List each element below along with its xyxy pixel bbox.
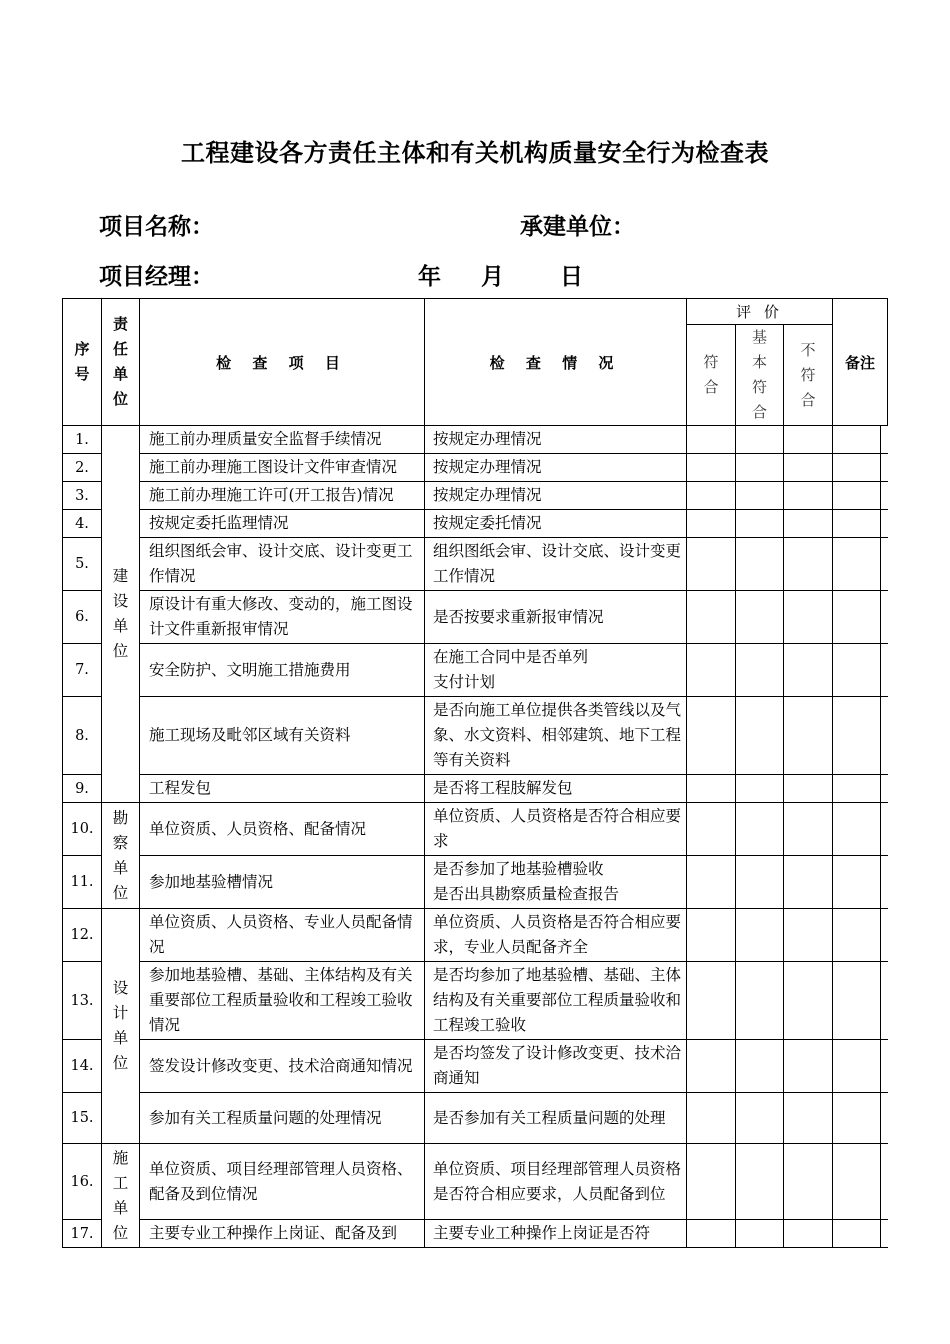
eval-nonconform-cell[interactable] [784,697,833,775]
unit-survey: 勘察单位 [102,803,140,909]
eval-nonconform-cell[interactable] [784,426,833,454]
notes-cell[interactable] [833,454,881,482]
notes-cell[interactable] [833,909,881,962]
eval-nonconform-cell[interactable] [784,510,833,538]
row-number: 3. [63,482,102,510]
eval-nonconform-cell[interactable] [784,1144,833,1220]
header-item: 检 查 项 目 [140,299,425,426]
table-row [63,1093,888,1144]
table-row [63,962,888,1040]
eval-conform-cell[interactable] [687,426,736,454]
table-row [63,644,888,697]
check-situation: 是否均签发了设计修改变更、技术洽商通知 [425,1040,687,1093]
check-situation [425,644,687,697]
notes-cell[interactable] [833,426,881,454]
row-number: 11. [63,856,102,909]
eval-nonconform-cell[interactable] [784,803,833,856]
eval-conform-cell[interactable] [687,909,736,962]
check-situation: 单位资质、人员资格是否符合相应要求，专业人员配备齐全 [425,909,687,962]
table-row [63,775,888,803]
eval-nonconform-cell[interactable] [784,909,833,962]
notes-cell[interactable] [833,856,881,909]
header-basic-conform: 基本符合 [736,325,784,426]
eval-basic-cell[interactable] [736,856,784,909]
check-situation: 是否按要求重新报审情况 [425,591,687,644]
notes-cell[interactable] [833,1220,881,1248]
table-row [63,697,888,775]
check-situation: 是否参加有关工程质量问题的处理 [425,1093,687,1144]
check-situation: 按规定办理情况 [425,482,687,510]
row-number: 4. [63,510,102,538]
eval-nonconform-cell[interactable] [784,1093,833,1144]
situation-line: 支付计划 [433,673,496,691]
eval-conform-cell[interactable] [687,1144,736,1220]
eval-basic-cell[interactable] [736,454,784,482]
eval-conform-cell[interactable] [687,644,736,697]
check-item: 组织图纸会审、设计交底、设计变更工作情况 [140,538,425,591]
situation-line: 在施工合同中是否单列 [433,648,589,666]
row-number: 17. [63,1220,102,1248]
project-name-label: 项目名称： [99,214,214,240]
situation-line: 是否参加了地基验槽验收 [433,860,604,878]
eval-conform-cell[interactable] [687,591,736,644]
row-number: 15. [63,1093,102,1144]
year-label: 年 [418,264,441,290]
eval-basic-cell[interactable] [736,591,784,644]
eval-basic-cell[interactable] [736,426,784,454]
header-conform: 符合 [687,325,736,426]
check-item: 参加地基验槽情况 [140,856,425,909]
eval-conform-cell[interactable] [687,803,736,856]
eval-nonconform-cell[interactable] [784,962,833,1040]
row-number: 9. [63,775,102,803]
eval-basic-cell[interactable] [736,1093,784,1144]
inspection-table [62,298,888,1248]
eval-nonconform-cell[interactable] [784,591,833,644]
check-item: 施工前办理施工图设计文件审查情况 [140,454,425,482]
eval-conform-cell[interactable] [687,962,736,1040]
check-situation: 单位资质、项目经理部管理人员资格是否符合相应要求，人员配备到位 [425,1144,687,1220]
row-number: 16. [63,1144,102,1220]
check-item: 单位资质、人员资格、配备情况 [140,803,425,856]
day-label: 日 [560,264,583,290]
eval-conform-cell[interactable] [687,538,736,591]
eval-conform-cell[interactable] [687,775,736,803]
row-number: 6. [63,591,102,644]
notes-cell[interactable] [833,538,881,591]
table-row [63,1144,888,1220]
header-situation: 检 查 情 况 [425,299,687,426]
row-number: 7. [63,644,102,697]
check-situation: 是否均参加了地基验槽、基础、主体结构及有关重要部位工程质量验收和工程竣工验收 [425,962,687,1040]
notes-cell[interactable] [833,803,881,856]
unit-design: 设计单位 [102,909,140,1144]
header-nonconform: 不符合 [784,325,833,426]
eval-conform-cell[interactable] [687,856,736,909]
check-item: 单位资质、人员资格、专业人员配备情况 [140,909,425,962]
eval-basic-cell[interactable] [736,775,784,803]
notes-cell[interactable] [833,1040,881,1093]
check-item: 按规定委托监理情况 [140,510,425,538]
row-number: 13. [63,962,102,1040]
check-item: 施工前办理质量安全监督手续情况 [140,426,425,454]
table-row [63,1040,888,1093]
table-row [63,856,888,909]
eval-basic-cell[interactable] [736,1040,784,1093]
notes-cell[interactable] [833,510,881,538]
check-item: 施工前办理施工许可(开工报告)情况 [140,482,425,510]
check-item: 单位资质、项目经理部管理人员资格、配备及到位情况 [140,1144,425,1220]
table-row [63,1220,888,1248]
contractor-label: 承建单位： [520,214,635,240]
project-manager-label: 项目经理： [99,264,214,290]
eval-basic-cell[interactable] [736,909,784,962]
notes-cell[interactable] [833,1144,881,1220]
check-item: 主要专业工种操作上岗证、配备及到 [140,1220,425,1248]
table-row [63,482,888,510]
check-item: 安全防护、文明施工措施费用 [140,644,425,697]
notes-cell[interactable] [833,775,881,803]
check-situation: 是否向施工单位提供各类管线以及气象、水文资料、相邻建筑、地下工程等有关资料 [425,697,687,775]
check-item: 参加地基验槽、基础、主体结构及有关重要部位工程质量验收和工程竣工验收情况 [140,962,425,1040]
eval-conform-cell[interactable] [687,697,736,775]
eval-nonconform-cell[interactable] [784,856,833,909]
check-situation: 主要专业工种操作上岗证是否符 [425,1220,687,1248]
table-row [63,591,888,644]
notes-cell[interactable] [833,697,881,775]
row-number: 10. [63,803,102,856]
check-situation: 组织图纸会审、设计交底、设计变更工作情况 [425,538,687,591]
eval-basic-cell[interactable] [736,644,784,697]
check-item: 施工现场及毗邻区域有关资料 [140,697,425,775]
table-row [63,426,888,454]
notes-cell[interactable] [833,962,881,1040]
table-row [63,803,888,856]
eval-basic-cell[interactable] [736,1220,784,1248]
eval-nonconform-cell[interactable] [784,1220,833,1248]
header-evaluation: 评 价 [687,299,833,325]
unit-construction: 建设单位 [102,426,140,803]
eval-basic-cell[interactable] [736,962,784,1040]
eval-nonconform-cell[interactable] [784,775,833,803]
table-row [63,909,888,962]
header-notes: 备注 [833,299,888,426]
check-situation: 按规定办理情况 [425,454,687,482]
check-situation: 是否将工程肢解发包 [425,775,687,803]
eval-nonconform-cell[interactable] [784,482,833,510]
situation-line: 是否出具勘察质量检查报告 [433,885,620,903]
eval-conform-cell[interactable] [687,1220,736,1248]
check-item: 工程发包 [140,775,425,803]
notes-cell[interactable] [833,644,881,697]
eval-conform-cell[interactable] [687,454,736,482]
table-row [63,538,888,591]
row-number: 2. [63,454,102,482]
eval-nonconform-cell[interactable] [784,644,833,697]
eval-nonconform-cell[interactable] [784,454,833,482]
row-number: 5. [63,538,102,591]
notes-cell[interactable] [833,591,881,644]
eval-basic-cell[interactable] [736,697,784,775]
row-number: 8. [63,697,102,775]
header-unit: 责任单位 [102,299,140,426]
check-situation: 按规定委托情况 [425,510,687,538]
eval-basic-cell[interactable] [736,538,784,591]
eval-basic-cell[interactable] [736,803,784,856]
check-situation: 按规定办理情况 [425,426,687,454]
eval-conform-cell[interactable] [687,510,736,538]
month-label: 月 [481,264,504,290]
row-number: 1. [63,426,102,454]
page-title: 工程建设各方责任主体和有关机构质量安全行为检查表 [181,139,769,167]
header-seq: 序号 [63,299,102,426]
eval-conform-cell[interactable] [687,1040,736,1093]
eval-basic-cell[interactable] [736,510,784,538]
check-situation: 单位资质、人员资格是否符合相应要求 [425,803,687,856]
row-number: 14. [63,1040,102,1093]
eval-conform-cell[interactable] [687,1093,736,1144]
eval-nonconform-cell[interactable] [784,538,833,591]
check-situation [425,856,687,909]
row-number: 12. [63,909,102,962]
eval-nonconform-cell[interactable] [784,1040,833,1093]
check-item: 参加有关工程质量问题的处理情况 [140,1093,425,1144]
check-item: 签发设计修改变更、技术洽商通知情况 [140,1040,425,1093]
notes-cell[interactable] [833,482,881,510]
check-item: 原设计有重大修改、变动的，施工图设计文件重新报审情况 [140,591,425,644]
eval-basic-cell[interactable] [736,1144,784,1220]
eval-basic-cell[interactable] [736,482,784,510]
unit-builder: 施工单位 [102,1144,140,1248]
table-row [63,510,888,538]
eval-conform-cell[interactable] [687,482,736,510]
table-row [63,454,888,482]
notes-cell[interactable] [833,1093,881,1144]
